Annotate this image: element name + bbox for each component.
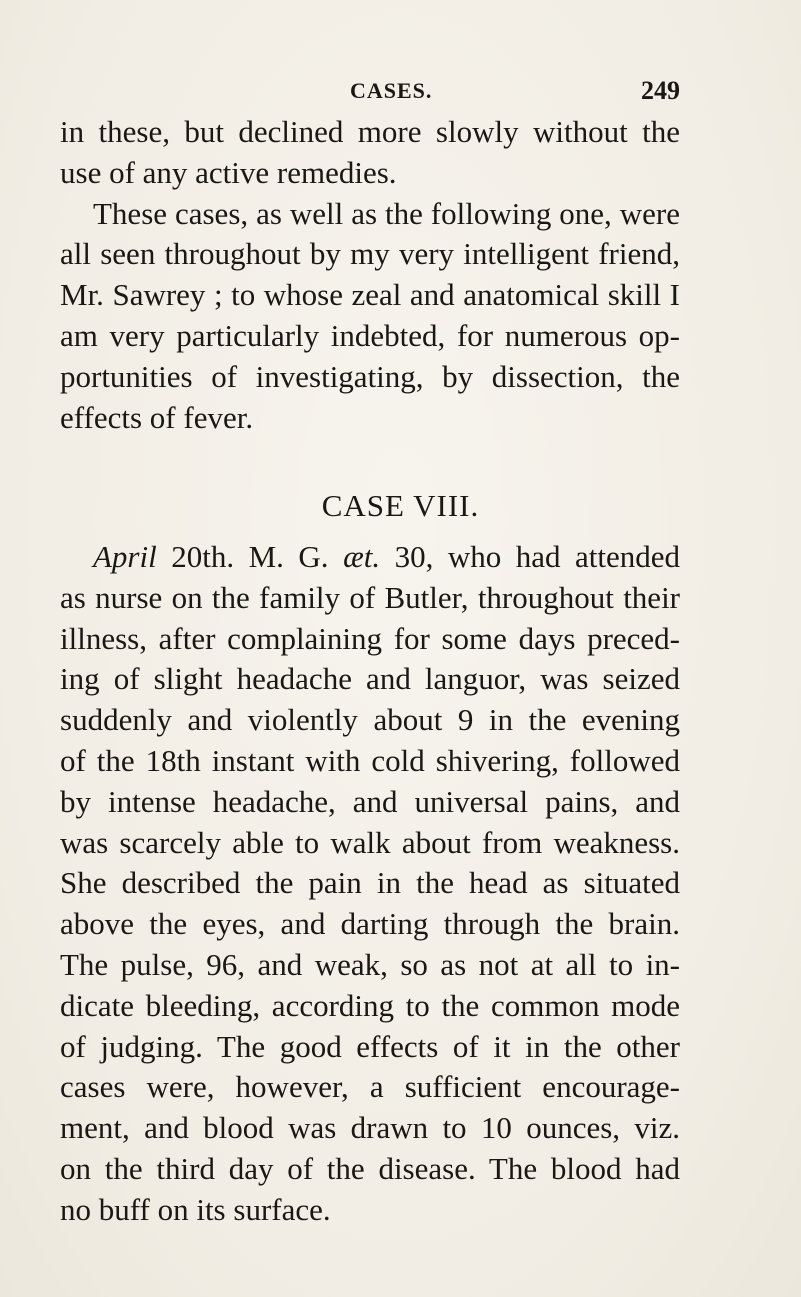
text-line: Mr. Sawrey ; to whose zeal and anatomical skill I bbox=[60, 277, 680, 313]
text-line: suddenly and violently about 9 in the evening bbox=[60, 702, 680, 738]
text-line: illness, after complaining for some days preced- bbox=[60, 620, 680, 656]
text-line: all seen throughout by my very intelligent friend, bbox=[60, 236, 680, 272]
text-line: use of any active remedies. bbox=[60, 154, 397, 190]
text-line: by intense headache, and universal pains, and bbox=[60, 783, 680, 819]
case-intro-rest: 30, who had attended bbox=[380, 539, 681, 574]
text-line: portunities of investigating, by dissection, the bbox=[60, 358, 680, 394]
text-line: of the 18th instant with cold shivering, followed bbox=[60, 742, 680, 778]
case-heading: CASE VIII. bbox=[321, 488, 480, 523]
text-line: These cases, as well as the following one, were bbox=[93, 195, 680, 231]
body-text-case bbox=[60, 537, 680, 1231]
date-day: 20th. bbox=[156, 539, 235, 574]
text-line: above the eyes, and darting through the brain. bbox=[60, 906, 680, 942]
aetatis-abbrev: æt. bbox=[343, 539, 381, 574]
text-line: ment, and blood was drawn to 10 ounces, viz. bbox=[60, 1110, 680, 1146]
text-line: of judging. The good effects of it in the other bbox=[60, 1028, 680, 1064]
text-line: on the third day of the disease. The blood had bbox=[60, 1150, 680, 1186]
text-line: cases were, however, a sufficient encourage- bbox=[60, 1069, 680, 1105]
text-line: in these, but declined more slowly without the bbox=[60, 114, 680, 149]
text-line: dicate bleeding, according to the common mode bbox=[60, 987, 680, 1023]
text-line: effects of fever. bbox=[60, 399, 254, 435]
running-head bbox=[60, 78, 680, 108]
text-line: as nurse on the family of Butler, throughout their bbox=[60, 579, 680, 615]
date-month: April bbox=[93, 539, 157, 574]
text-line: no buff on its surface. bbox=[60, 1191, 331, 1227]
case-intro-line bbox=[60, 537, 680, 578]
text-line: She described the pain in the head as situated bbox=[60, 865, 680, 901]
body-text-top bbox=[60, 112, 680, 438]
page-number: 249 bbox=[641, 76, 680, 105]
running-title: CASES. bbox=[350, 78, 433, 103]
patient-initials: M. G. bbox=[234, 539, 344, 574]
text-line: ing of slight headache and languor, was seized bbox=[60, 661, 680, 697]
text-line: The pulse, 96, and weak, so as not at all to in- bbox=[60, 946, 680, 982]
text-line: am very particularly indebted, for numerous op- bbox=[60, 317, 680, 353]
text-line: was scarcely able to walk about from weakness. bbox=[60, 824, 680, 860]
